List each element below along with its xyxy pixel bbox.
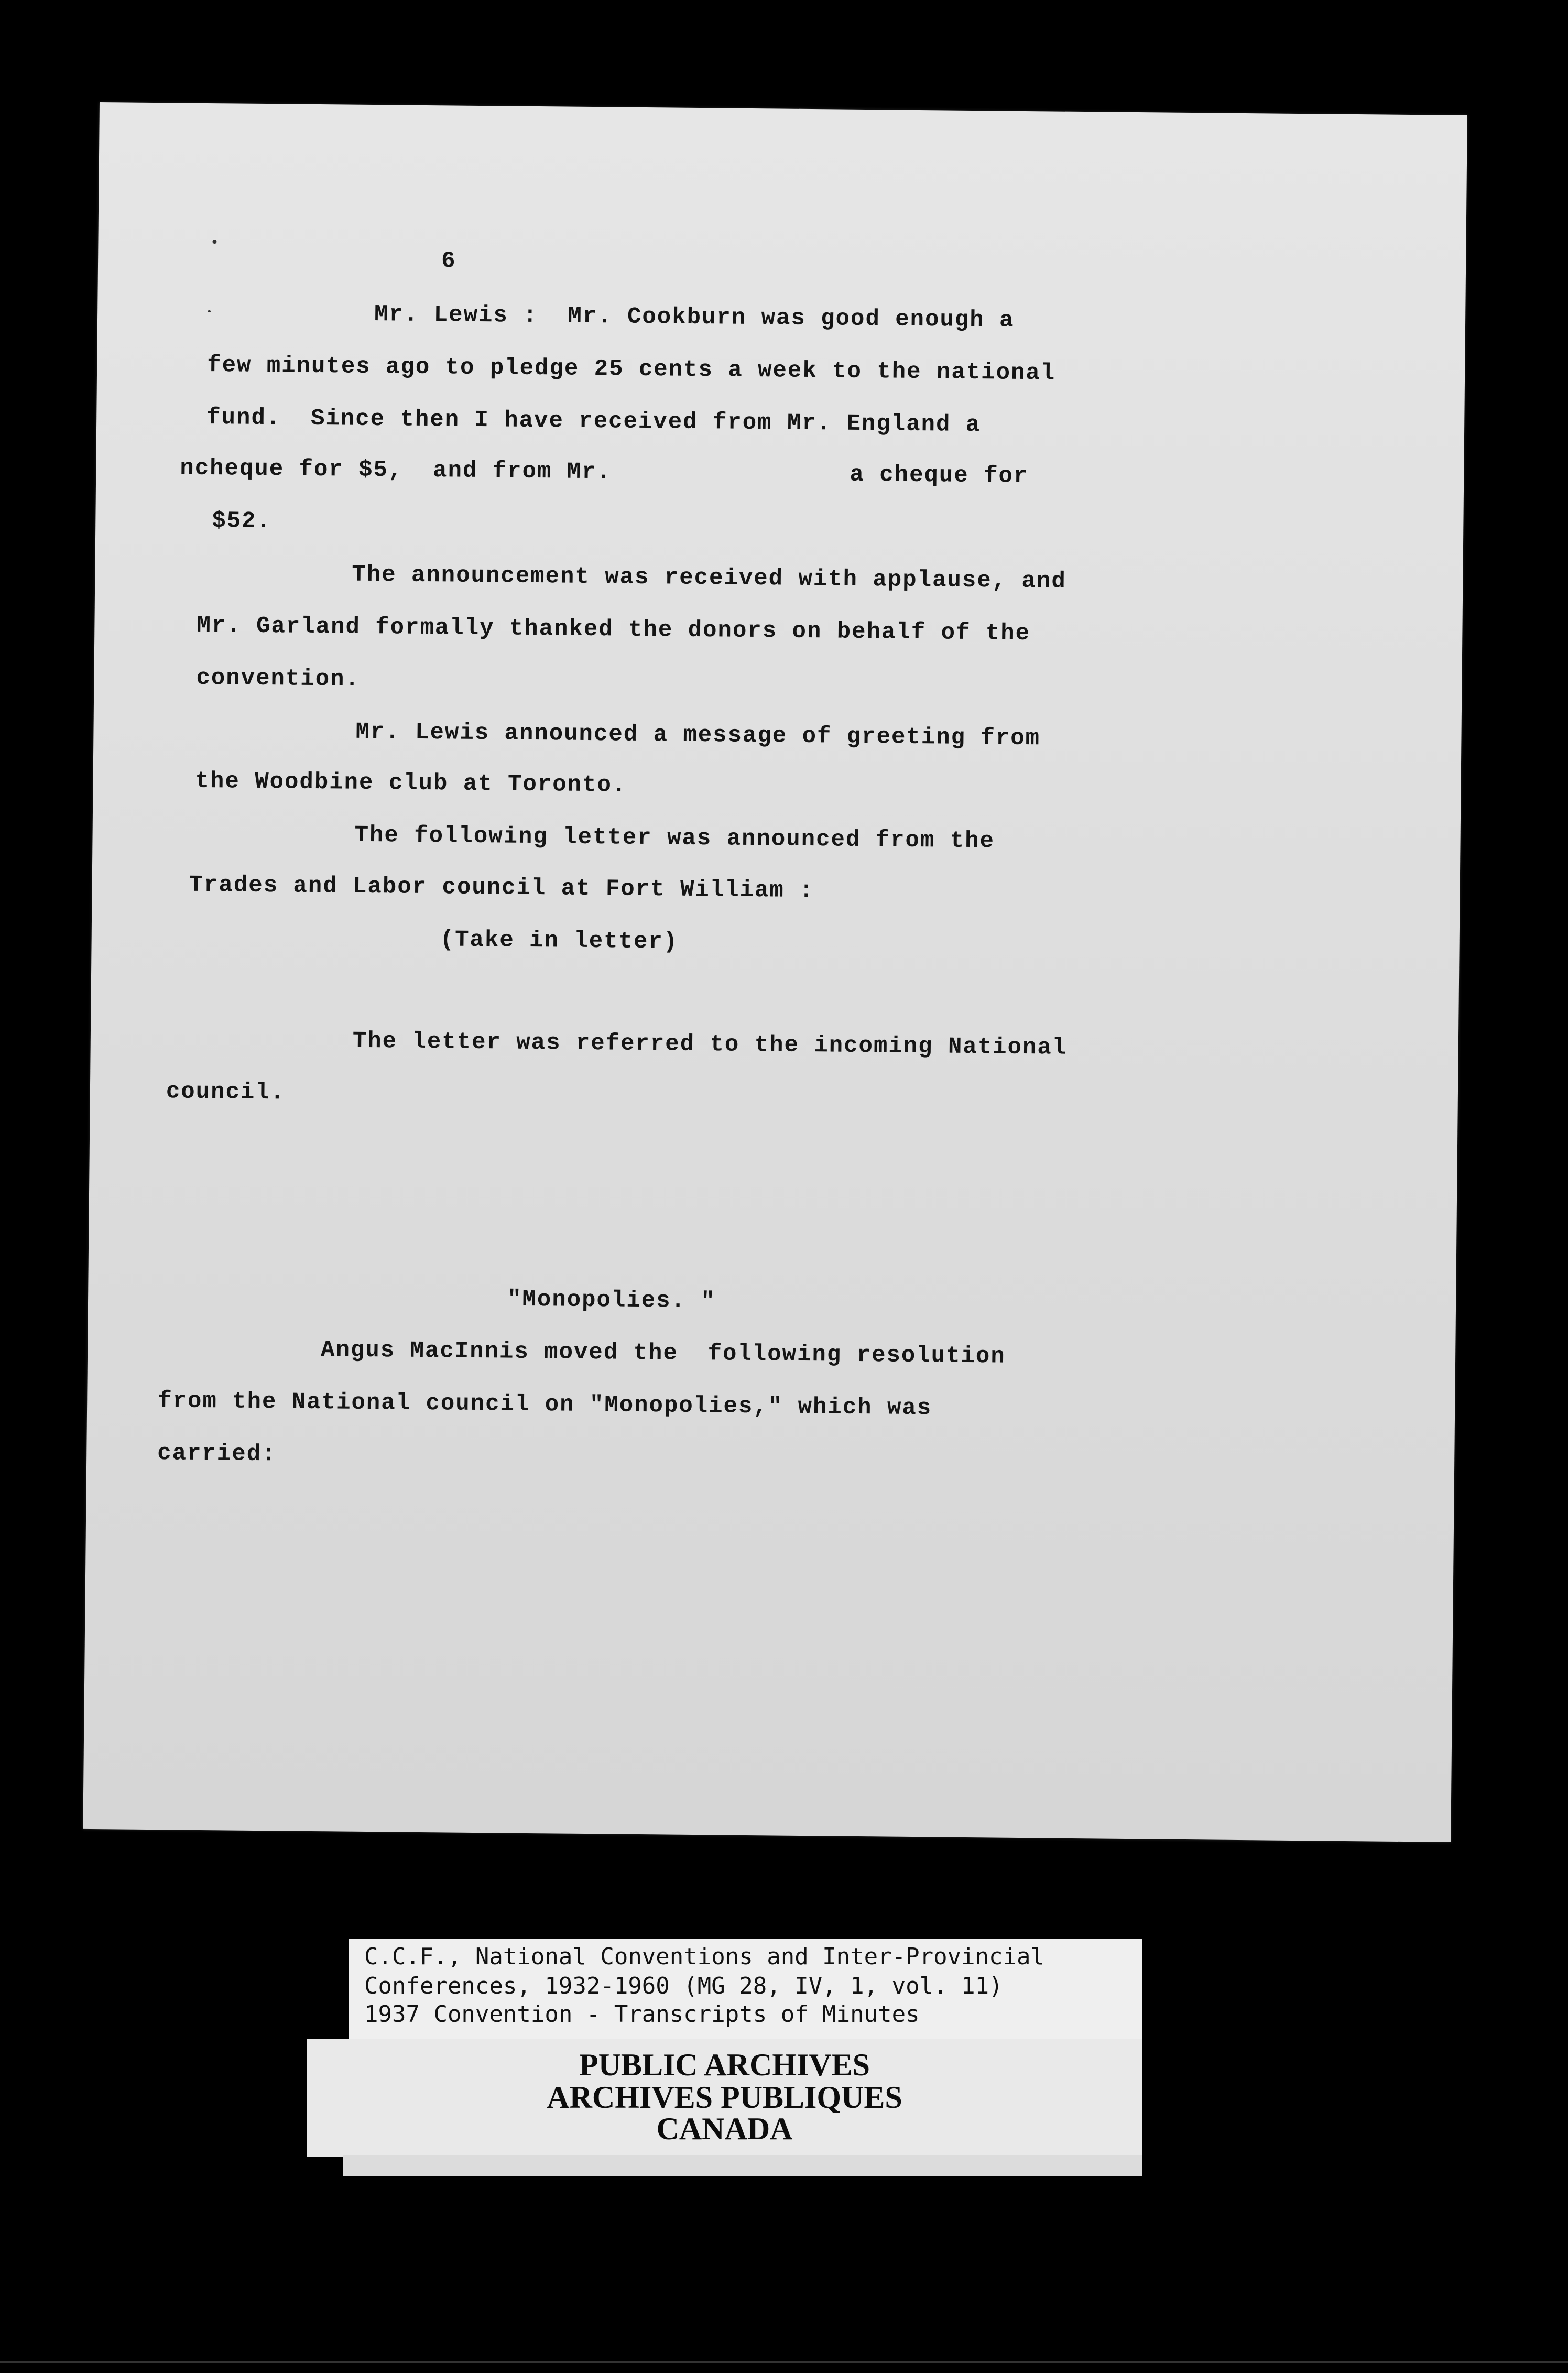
stamp-line: PUBLIC ARCHIVES — [579, 2048, 870, 2082]
text-line: ncheque for $5, and from Mr. a cheque for — [180, 455, 1029, 490]
text-line: the Woodbine club at Toronto. — [195, 768, 627, 799]
page-number: 6 — [441, 248, 456, 275]
caption-line: C.C.F., National Conventions and Inter-Provincial — [364, 1943, 1045, 1970]
archives-stamp — [307, 2039, 1142, 2157]
stamp-line: CANADA — [656, 2111, 793, 2146]
text-line: The letter was referred to the incoming National — [352, 1028, 1068, 1061]
stamp-lower-strip — [343, 2155, 1142, 2176]
document-page — [83, 102, 1467, 1842]
text-line: few minutes ago to pledge 25 cents a week to the national — [206, 352, 1056, 387]
text-line: $52. — [212, 508, 272, 535]
text-line: council. — [166, 1079, 286, 1106]
caption-line: 1937 Convention - Transcripts of Minutes — [364, 2001, 920, 2028]
text-line: carried: — [157, 1440, 277, 1468]
text-line: Angus MacInnis moved the following resolution — [320, 1337, 1006, 1370]
section-heading: "Monopolies. " — [507, 1286, 716, 1315]
paper-speck — [208, 310, 211, 312]
text-line: The following letter was announced from the — [354, 822, 995, 855]
text-line: convention. — [196, 665, 361, 693]
text-line: (Take in letter) — [440, 927, 679, 955]
archive-caption-slip — [349, 1939, 1142, 2049]
text-line: Mr. Garland formally thanked the donors on behalf of the — [197, 612, 1031, 647]
text-line: Mr. Lewis : Mr. Cookburn was good enough a — [374, 301, 1015, 334]
text-line: Trades and Labor council at Fort William : — [189, 872, 814, 905]
text-line: fund. Since then I have received from Mr. England a — [206, 404, 981, 439]
stamp-line: ARCHIVES PUBLIQUES — [547, 2080, 902, 2115]
text-line: Mr. Lewis announced a message of greeting from — [355, 719, 1041, 752]
paper-speck — [212, 240, 216, 244]
film-edge-line — [0, 2361, 1568, 2363]
text-line: from the National council on "Monopolies," which was — [157, 1388, 932, 1422]
caption-line: Conferences, 1932-1960 (MG 28, IV, 1, vol. 11) — [364, 1973, 1003, 1999]
text-line: The announcement was received with applause, and — [352, 561, 1066, 595]
